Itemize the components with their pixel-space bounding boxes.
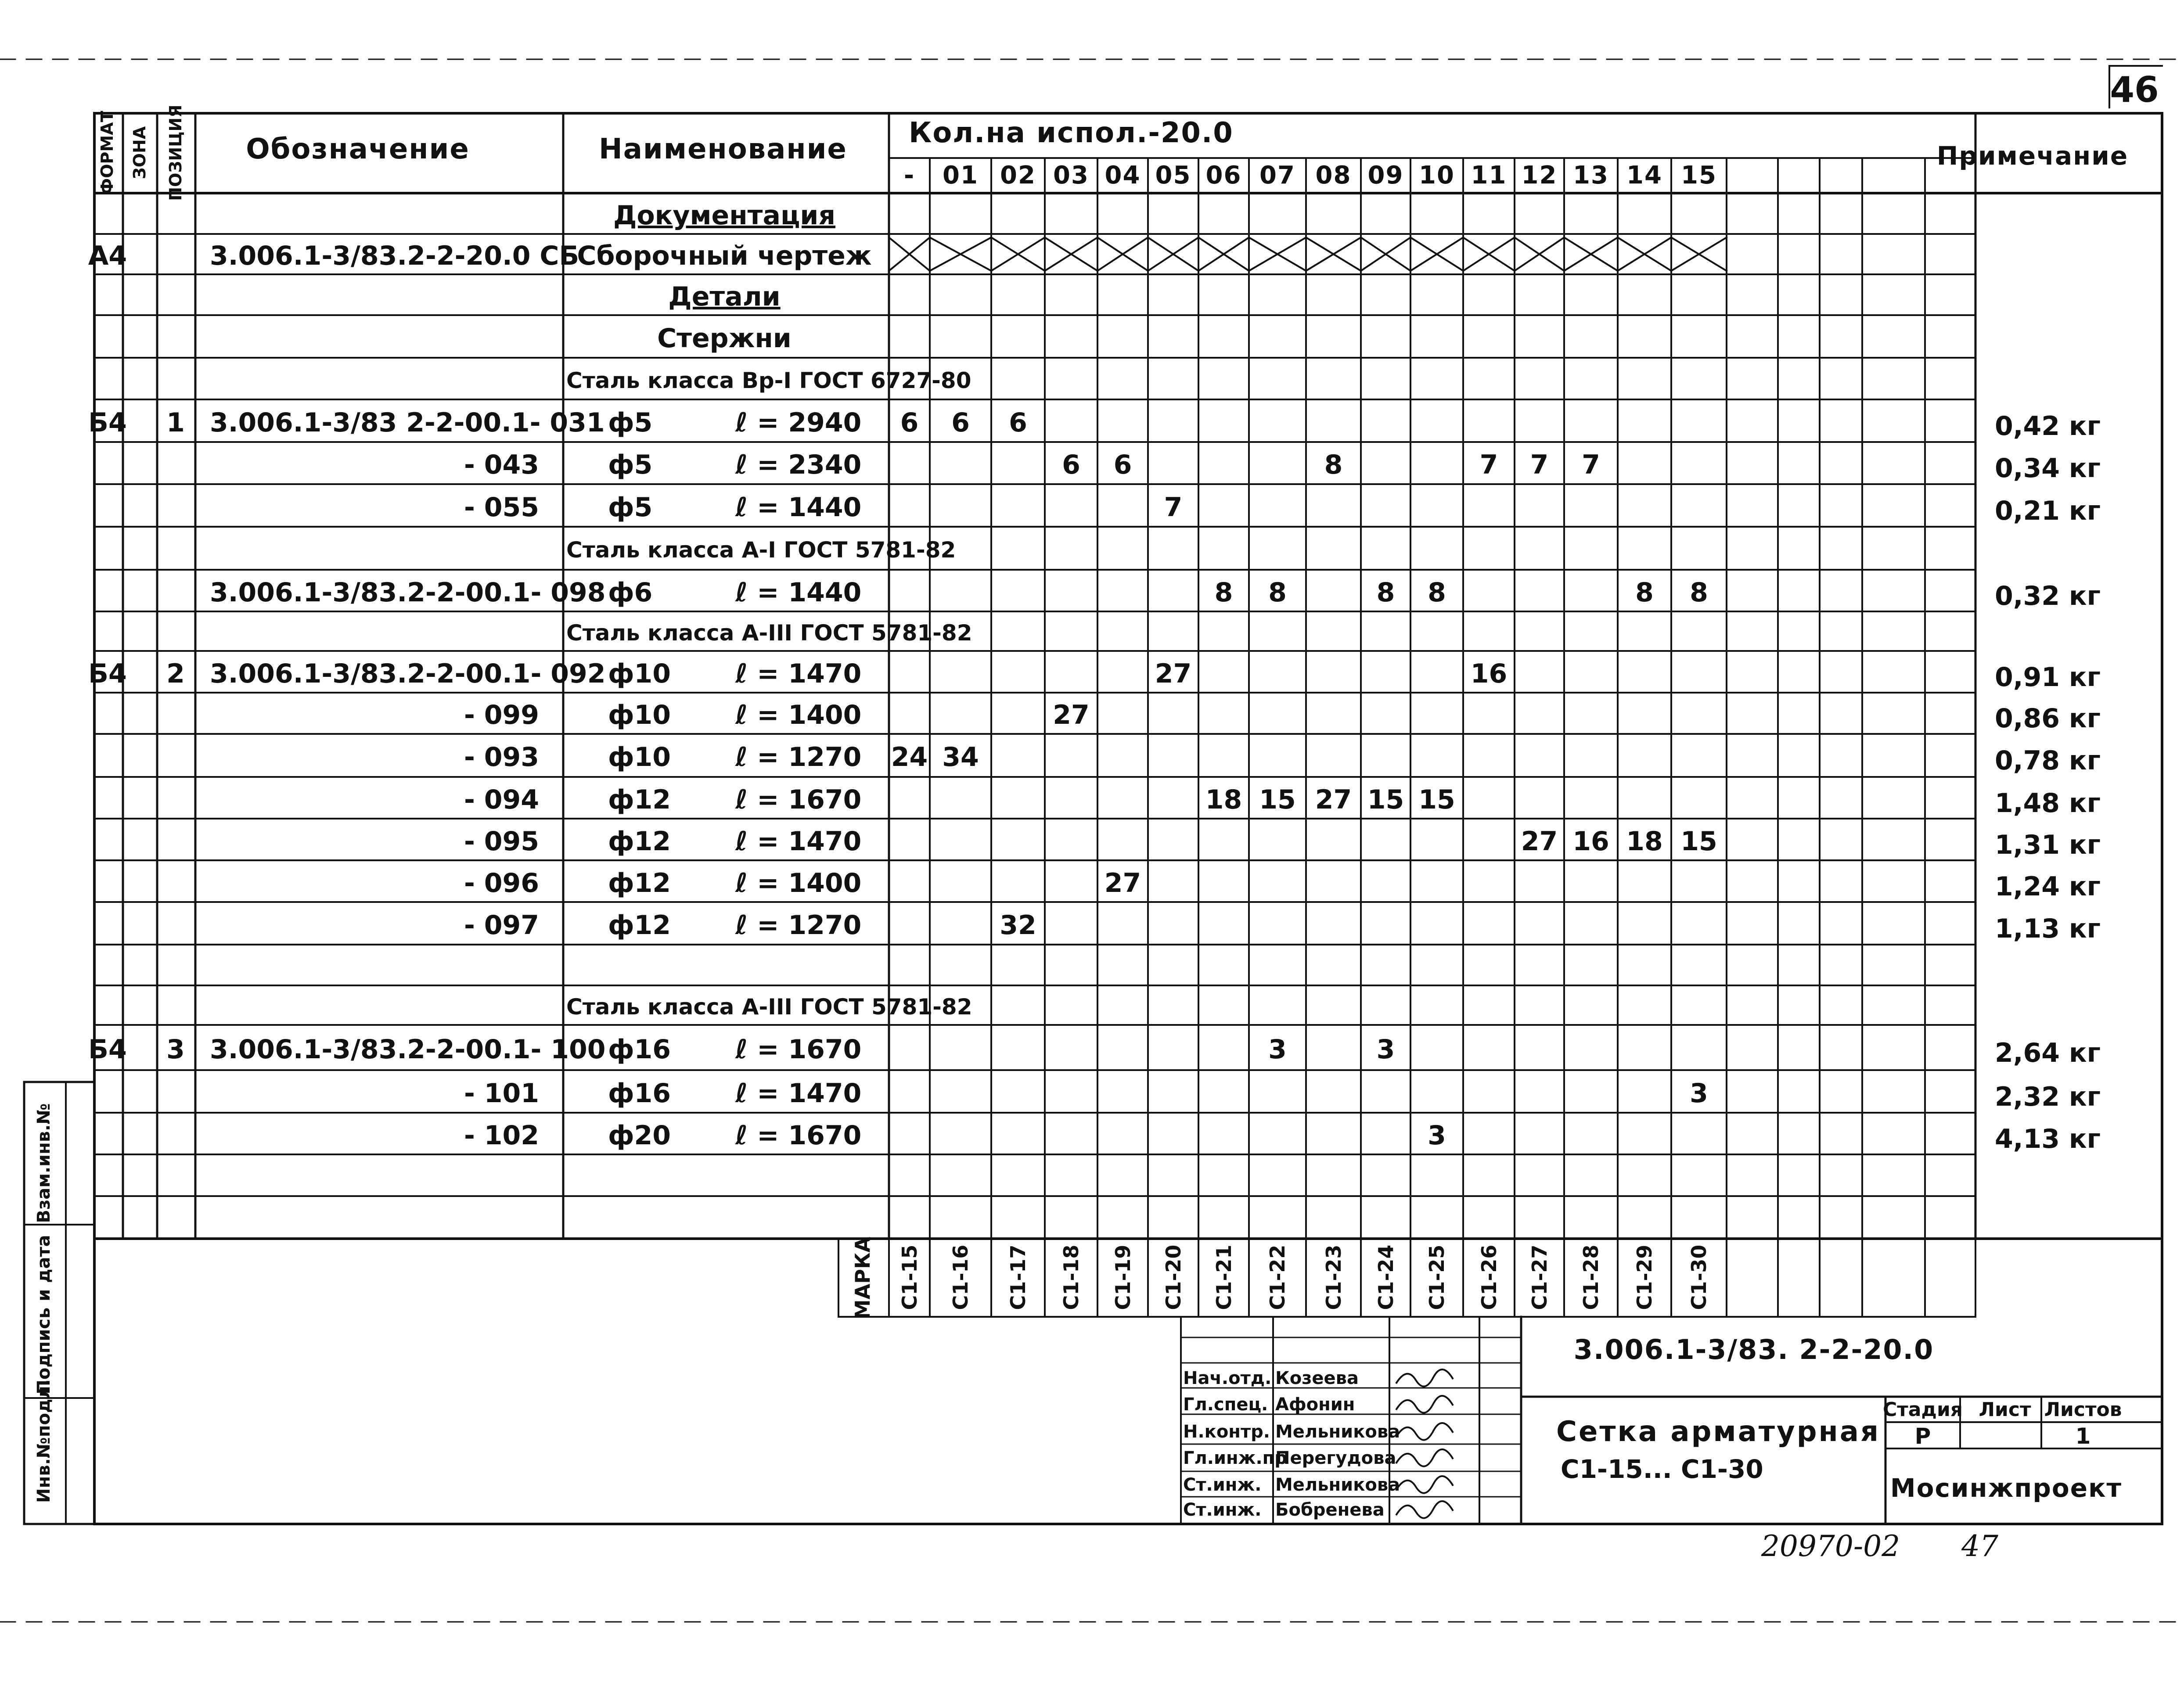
qty-col-header: 15 (1681, 161, 1717, 190)
row-designation: - 093 (464, 742, 539, 773)
row-note: 2,64 кг (1995, 1037, 2101, 1068)
row-note: 1,13 кг (1995, 913, 2101, 944)
signature-mark (1396, 1423, 1453, 1440)
header-designation: Обозначение (246, 133, 470, 165)
row-quantity: 8 (1428, 577, 1446, 608)
row-quantity: 8 (1214, 577, 1233, 608)
title-line-2: С1-15... С1-30 (1561, 1454, 1763, 1484)
mark-value: С1-29 (1633, 1244, 1656, 1310)
row-quantity: 27 (1315, 784, 1352, 815)
mark-value: С1-24 (1374, 1244, 1398, 1310)
row-quantity: 6 (951, 407, 970, 438)
row-name: Сталь класса А-III ГОСТ 5781-82 (566, 994, 972, 1020)
row-quantity: 27 (1521, 826, 1558, 857)
qty-col-header: 01 (943, 161, 979, 190)
stage-value: Р (1914, 1423, 1931, 1449)
mark-value: С1-27 (1527, 1244, 1551, 1310)
staff-role: Гл.инж.пр (1183, 1448, 1287, 1468)
row-name: Сборочный чертеж (577, 241, 872, 271)
row-format: Б4 (88, 658, 127, 689)
organization-name: Мосинжпроект (1890, 1473, 2123, 1503)
staff-role: Ст.инж. (1183, 1500, 1262, 1520)
row-position: 3 (166, 1034, 185, 1065)
mark-value: С1-25 (1425, 1244, 1449, 1310)
row-length: ℓ = 1440 (735, 577, 862, 608)
row-designation: 3.006.1-3/83.2-2-00.1- 098 (210, 577, 606, 608)
row-quantity: 16 (1572, 826, 1609, 857)
qty-col-header: 03 (1053, 161, 1089, 190)
row-note: 1,48 кг (1995, 787, 2101, 819)
row-note: 0,86 кг (1995, 703, 2101, 734)
row-designation: - 094 (464, 784, 539, 815)
row-designation: - 095 (464, 826, 539, 857)
row-diameter: ф5 (608, 407, 653, 438)
row-length: ℓ = 1400 (735, 867, 862, 899)
row-quantity: 3 (1268, 1034, 1287, 1065)
signature-mark (1396, 1449, 1453, 1466)
row-note: 2,32 кг (1995, 1081, 2101, 1112)
side-stamp-signature: Подпись и дата (34, 1235, 54, 1394)
row-position: 1 (166, 407, 185, 438)
row-length: ℓ = 1470 (735, 1078, 862, 1109)
mark-value: С1-26 (1477, 1244, 1501, 1310)
row-diameter: ф6 (608, 577, 653, 608)
handwritten-number: 47 (1961, 1529, 1998, 1563)
sheets-value: 1 (2075, 1423, 2091, 1449)
row-note: 0,34 кг (1995, 453, 2101, 484)
row-length: ℓ = 1270 (735, 742, 862, 773)
qty-col-header: - (903, 161, 915, 190)
row-quantity: 6 (1009, 407, 1027, 438)
staff-name: Перегудова (1275, 1448, 1396, 1468)
row-position: 2 (166, 658, 185, 689)
mark-value: С1-20 (1161, 1244, 1185, 1310)
row-diameter: ф20 (608, 1120, 671, 1151)
row-designation: - 043 (464, 449, 539, 480)
mark-value: С1-16 (949, 1244, 972, 1310)
staff-role: Гл.спец. (1183, 1394, 1268, 1415)
signature-mark (1396, 1369, 1453, 1387)
qty-col-header: 14 (1626, 161, 1662, 190)
qty-col-header: 13 (1573, 161, 1609, 190)
mark-value: С1-17 (1006, 1244, 1030, 1310)
row-quantity: 16 (1470, 658, 1508, 689)
row-note: 1,31 кг (1995, 829, 2101, 860)
row-note: 4,13 кг (1995, 1123, 2101, 1154)
staff-role: Н.контр. (1183, 1422, 1270, 1442)
row-format: Б4 (88, 407, 127, 438)
row-name: Сталь класса А-III ГОСТ 5781-82 (566, 620, 972, 646)
row-quantity: 8 (1324, 449, 1343, 480)
row-name: Стержни (657, 323, 792, 354)
row-diameter: ф10 (608, 742, 671, 773)
row-name: Сталь класса Вр-I ГОСТ 6727-80 (566, 367, 971, 393)
header-name: Наименование (599, 133, 847, 165)
row-length: ℓ = 1470 (735, 658, 862, 689)
row-diameter: ф16 (608, 1034, 671, 1065)
staff-name: Бобренева (1275, 1500, 1385, 1520)
mark-label: МАРКА (851, 1236, 874, 1320)
row-diameter: ф5 (608, 449, 653, 480)
staff-name: Мельникова (1275, 1475, 1400, 1495)
row-quantity: 8 (1268, 577, 1287, 608)
row-quantity: 27 (1104, 867, 1141, 899)
row-length: ℓ = 1270 (735, 909, 862, 941)
row-quantity: 7 (1164, 492, 1183, 523)
row-quantity: 34 (942, 742, 979, 773)
side-stamp-replace: Взам.инв.№ (34, 1103, 54, 1223)
row-quantity: 32 (1000, 909, 1036, 941)
row-note: 0,78 кг (1995, 745, 2101, 776)
row-designation: - 102 (464, 1120, 539, 1151)
row-diameter: ф12 (608, 909, 671, 941)
header-zone: ЗОНА (130, 126, 149, 180)
row-quantity: 15 (1680, 826, 1717, 857)
qty-col-header: 04 (1105, 161, 1141, 190)
staff-name: Козеева (1275, 1368, 1359, 1388)
row-diameter: ф10 (608, 700, 671, 730)
sheets-label: Листов (2044, 1398, 2122, 1421)
mark-value: С1-23 (1321, 1244, 1346, 1310)
row-designation: 3.006.1-3/83.2-2-00.1- 092 (210, 658, 606, 689)
row-diameter: ф16 (608, 1078, 671, 1109)
signature-mark (1396, 1476, 1453, 1493)
row-length: ℓ = 1670 (735, 1034, 862, 1065)
row-note: 1,24 кг (1995, 871, 2101, 902)
row-length: ℓ = 2340 (735, 449, 862, 480)
row-designation: - 096 (464, 867, 539, 899)
row-quantity: 3 (1690, 1078, 1708, 1109)
qty-col-header: 12 (1521, 161, 1558, 190)
row-quantity: 6 (1113, 449, 1132, 480)
staff-name: Афонин (1275, 1394, 1355, 1415)
row-quantity: 15 (1367, 784, 1404, 815)
row-quantity: 8 (1690, 577, 1708, 608)
signature-mark (1396, 1501, 1453, 1518)
row-quantity: 8 (1635, 577, 1654, 608)
row-format: Б4 (88, 1034, 127, 1065)
sheet-label: Лист (1979, 1398, 2031, 1421)
row-note: 0,42 кг (1995, 410, 2101, 442)
stage-label: Стадия (1882, 1398, 1963, 1421)
mark-value: С1-18 (1059, 1244, 1083, 1310)
mark-value: С1-30 (1687, 1244, 1711, 1310)
qty-col-header: 09 (1367, 161, 1404, 190)
mark-value: С1-28 (1579, 1244, 1603, 1310)
row-quantity: 3 (1376, 1034, 1395, 1065)
row-designation: - 055 (464, 492, 539, 523)
row-designation: - 099 (464, 700, 539, 730)
row-length: ℓ = 1470 (735, 826, 862, 857)
staff-role: Нач.отд. (1183, 1368, 1272, 1388)
qty-col-header: 06 (1205, 161, 1242, 190)
qty-col-header: 02 (1000, 161, 1036, 190)
row-designation: 3.006.1-3/83.2-2-20.0 СБ (210, 241, 579, 271)
row-quantity: 18 (1205, 784, 1242, 815)
row-quantity: 6 (900, 407, 919, 438)
row-length: ℓ = 2940 (735, 407, 862, 438)
row-quantity: 27 (1155, 658, 1192, 689)
row-name: Документация (613, 200, 835, 231)
handwritten-code: 20970-02 (1761, 1529, 1900, 1563)
row-designation: 3.006.1-3/83.2-2-00.1- 100 (210, 1034, 606, 1065)
row-diameter: ф12 (608, 784, 671, 815)
row-name: Сталь класса А-I ГОСТ 5781-82 (566, 537, 956, 563)
row-name: Детали (668, 281, 781, 312)
title-code: 3.006.1-3/83. 2-2-20.0 (1573, 1333, 1934, 1366)
row-designation: 3.006.1-3/83 2-2-00.1- 031 (210, 407, 605, 438)
qty-col-header: 11 (1471, 161, 1507, 190)
mark-value: С1-19 (1111, 1244, 1135, 1310)
row-quantity: 7 (1582, 449, 1600, 480)
row-quantity: 6 (1062, 449, 1080, 480)
row-length: ℓ = 1670 (735, 784, 862, 815)
staff-role: Ст.инж. (1183, 1475, 1262, 1495)
row-quantity: 15 (1259, 784, 1296, 815)
row-designation: - 097 (464, 909, 539, 941)
row-diameter: ф12 (608, 826, 671, 857)
row-quantity: 24 (891, 742, 928, 773)
title-line-1: Сетка арматурная (1556, 1416, 1880, 1448)
header-position: ПОЗИЦИЯ (166, 104, 185, 201)
row-quantity: 15 (1418, 784, 1455, 815)
row-diameter: ф12 (608, 867, 671, 899)
signature-mark (1396, 1396, 1453, 1413)
row-length: ℓ = 1400 (735, 700, 862, 730)
mark-value: С1-21 (1212, 1244, 1236, 1310)
row-note: 0,32 кг (1995, 580, 2101, 611)
row-length: ℓ = 1670 (735, 1120, 862, 1151)
mark-value: С1-15 (897, 1244, 921, 1310)
header-note: Примечание (1936, 141, 2129, 171)
qty-col-header: 05 (1155, 161, 1191, 190)
row-quantity: 18 (1626, 826, 1663, 857)
row-quantity: 7 (1530, 449, 1549, 480)
header-qty-title: Кол.на испол.-20.0 (909, 117, 1234, 149)
row-length: ℓ = 1440 (735, 492, 862, 523)
side-stamp-inv: Инв.№подл. (34, 1379, 54, 1503)
staff-name: Мельникова (1275, 1422, 1400, 1442)
header-format: ФОРМАТ (97, 111, 117, 195)
row-quantity: 7 (1479, 449, 1498, 480)
row-quantity: 3 (1428, 1120, 1446, 1151)
qty-col-header: 08 (1315, 161, 1352, 190)
row-designation: - 101 (464, 1078, 539, 1109)
row-note: 0,91 кг (1995, 661, 2101, 693)
qty-col-header: 10 (1419, 161, 1455, 190)
row-quantity: 27 (1053, 700, 1090, 730)
row-note: 0,21 кг (1995, 495, 2101, 526)
row-quantity: 8 (1376, 577, 1395, 608)
row-diameter: ф5 (608, 492, 653, 523)
row-format: А4 (88, 241, 127, 271)
sheet-number: 46 (2110, 69, 2159, 110)
qty-col-header: 07 (1259, 161, 1295, 190)
mark-value: С1-22 (1266, 1244, 1289, 1310)
row-diameter: ф10 (608, 658, 671, 689)
